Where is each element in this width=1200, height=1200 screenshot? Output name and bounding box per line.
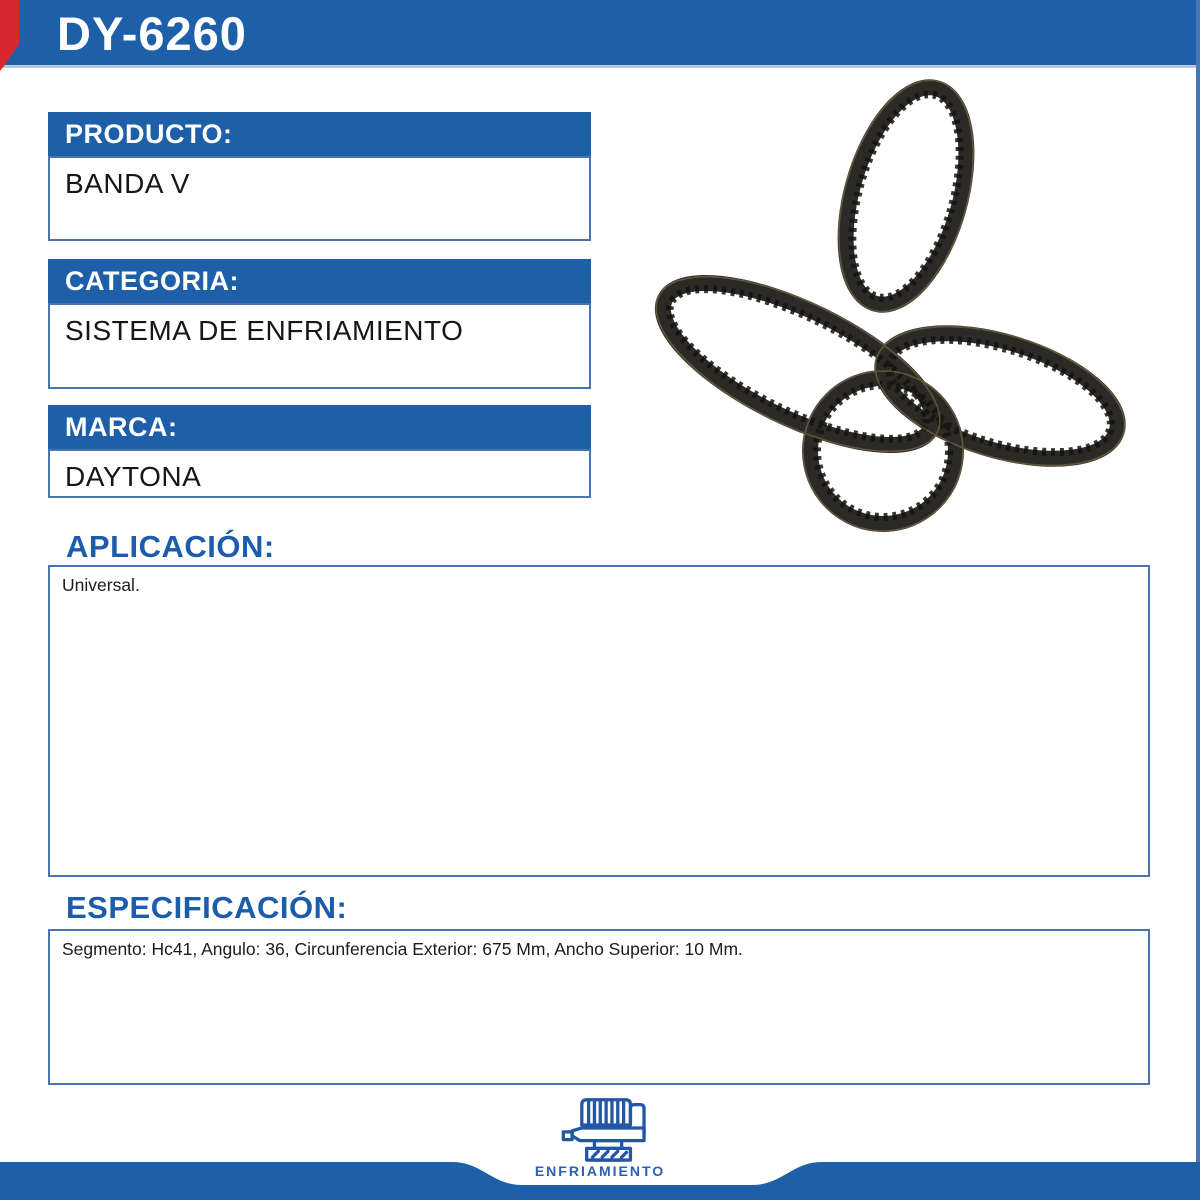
section-producto-label: PRODUCTO: [65, 118, 233, 149]
section-producto [48, 112, 591, 241]
section-categoria-value: SISTEMA DE ENFRIAMIENTO [65, 315, 464, 346]
cooling-system-icon [552, 1092, 668, 1162]
section-marca [48, 405, 591, 498]
section-marca-header [48, 405, 591, 449]
info-column [48, 112, 591, 516]
section-categoria [48, 259, 591, 389]
right-edge-stripe [1196, 0, 1200, 1200]
section-marca-box [48, 449, 591, 498]
section-marca-value: DAYTONA [65, 461, 202, 492]
section-producto-box [48, 156, 591, 241]
product-photo-vbelt [648, 66, 1138, 532]
especificacion-box [48, 929, 1150, 1085]
aplicacion-box [48, 565, 1150, 877]
page-title-sku: DY-6260 [57, 7, 247, 60]
section-categoria-header [48, 259, 591, 303]
vbelt-illustration [648, 66, 1138, 532]
aplicacion-text: Universal. [62, 575, 140, 595]
aplicacion-heading: APLICACIÓN: [66, 529, 275, 564]
section-categoria-box [48, 303, 591, 389]
section-marca-label: MARCA: [65, 411, 178, 442]
footer-category-label: ENFRIAMIENTO [534, 1163, 666, 1179]
section-producto-header [48, 112, 591, 156]
especificacion-heading: ESPECIFICACIÓN: [66, 890, 348, 925]
section-categoria-label: CATEGORIA: [65, 265, 239, 296]
especificacion-text: Segmento: Hc41, Angulo: 36, Circunferencia Exterior: 675 Mm, Ancho Superior: 10 Mm. [62, 939, 743, 959]
section-producto-value: BANDA V [65, 168, 190, 199]
